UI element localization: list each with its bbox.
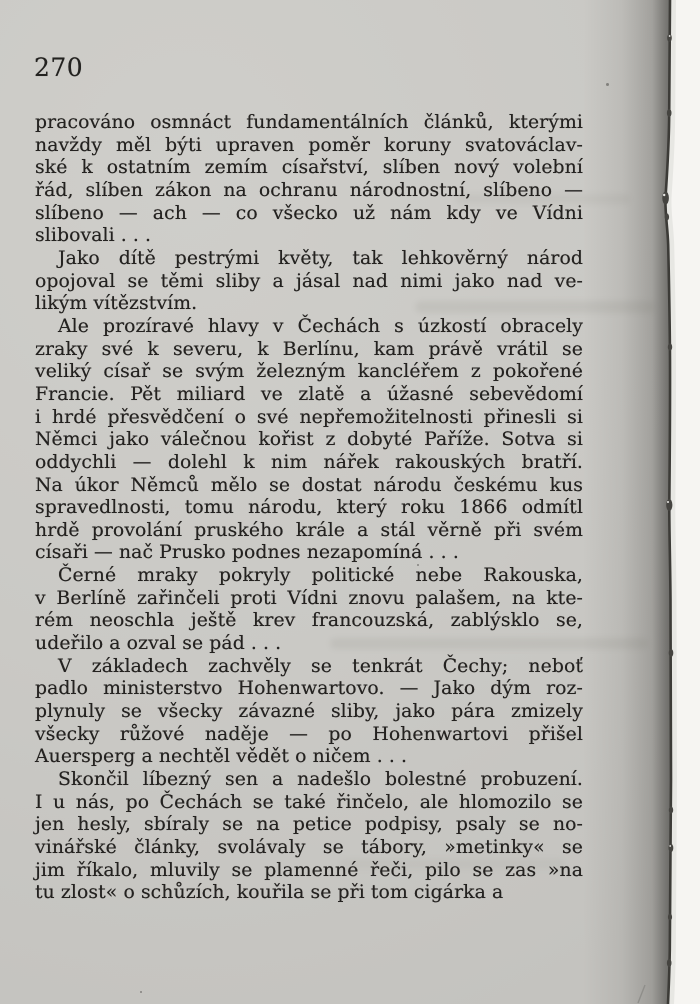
text-line: tu zlost« o schůzích, kouřila se při tom cigárka a — [35, 882, 504, 904]
text-line: Němci jako válečnou kořist z dobyté Paříže. Sotva si — [35, 429, 583, 451]
text-line: slibovali . . . — [35, 225, 152, 247]
text-line: ské k ostatním zemím císařství, slíben nový volební — [35, 157, 583, 179]
dust-speck — [606, 83, 609, 86]
text-line: navždy měl býti upraven poměr koruny svatováclav- — [35, 134, 583, 156]
text-line: řád, slíben zákon na ochranu národnostní, slíbeno — — [35, 179, 583, 201]
text-line: i hrdé přesvědčení o své nepřemožitelnosti přinesli si — [35, 406, 583, 428]
text-line: jen hesly, sbíraly se na petice podpisy, psaly se no- — [35, 814, 583, 836]
text-line: vinářské články, svolávaly se tábory, »metinky« se — [35, 837, 583, 858]
page-text — [35, 112, 583, 905]
dust-speck — [140, 991, 142, 993]
text-line: zraky své k severu, k Berlínu, kam právě vrátil se — [35, 338, 583, 360]
text-line: Jako dítě pestrými květy, tak lehkověrný národ — [58, 247, 583, 269]
text-line: opojoval se těmi sliby a jásal nad nimi jako nad ve- — [35, 270, 583, 292]
text-line: udeřilo a ozval se pád . . . — [35, 633, 282, 655]
text-line: spravedlnosti, tomu národu, který roku 1866 odmítl — [35, 497, 583, 519]
text-line: Ale prozíravé hlavy v Čechách s úzkostí obracely — [58, 315, 583, 337]
page-number: 270 — [34, 53, 84, 82]
text-line: všecky růžové naděje — po Hohenwartovi přišel — [35, 723, 583, 745]
text-line: Francie. Pět miliard ve zlatě a úžasné sebevědomí — [35, 383, 583, 405]
next-leaf-corner — [638, 985, 645, 1003]
text-line: pracováno osmnáct fundamentálních článků, kterými — [35, 112, 583, 133]
text-line: veliký císař se svým železným kancléřem z pokořené — [35, 361, 583, 383]
text-line: Auersperg a nechtěl vědět o ničem . . . — [35, 746, 408, 768]
text-line: plynuly se všecky závazné sliby, jako pára zmizely — [35, 701, 583, 723]
text-line: rém neoschla ještě krev francouzská, zablýsklo se, — [35, 610, 583, 632]
text-line: likým vítězstvím. — [35, 293, 198, 315]
text-line: Černé mraky pokryly politické nebe Rakouska, — [58, 565, 583, 587]
text-line: Skončil líbezný sen a nadešlo bolestné probuzení. — [58, 769, 583, 791]
text-line: císaři — nač Prusko podnes nezapomíná . . . — [35, 542, 459, 564]
page-binding-edge — [630, 0, 700, 1004]
text-line: I u nás, po Čechách se také řinčelo, ale hlomozilo se — [35, 791, 583, 813]
text-line: jim říkalo, mluvily se plamenné řeči, pilo se zas »na — [35, 859, 583, 881]
text-line: v Berlíně zařinčeli proti Vídni znovu palašem, na kte- — [35, 587, 583, 609]
text-line: Na úkor Němců mělo se dostat národu českému kus — [35, 474, 583, 496]
text-line: oddychli — dolehl k nim nářek rakouských bratří. — [35, 451, 583, 473]
text-line: slíbeno — ach — co všecko už nám kdy ve Vídni — [35, 202, 583, 224]
text-line: V základech zachvěly se tenkrát Čechy; neboť — [58, 655, 583, 677]
text-line: hrdě provolání pruského krále a stál věrně při svém — [35, 519, 583, 541]
text-line: padlo ministerstvo Hohenwartovo. — Jako dým roz- — [35, 678, 583, 700]
